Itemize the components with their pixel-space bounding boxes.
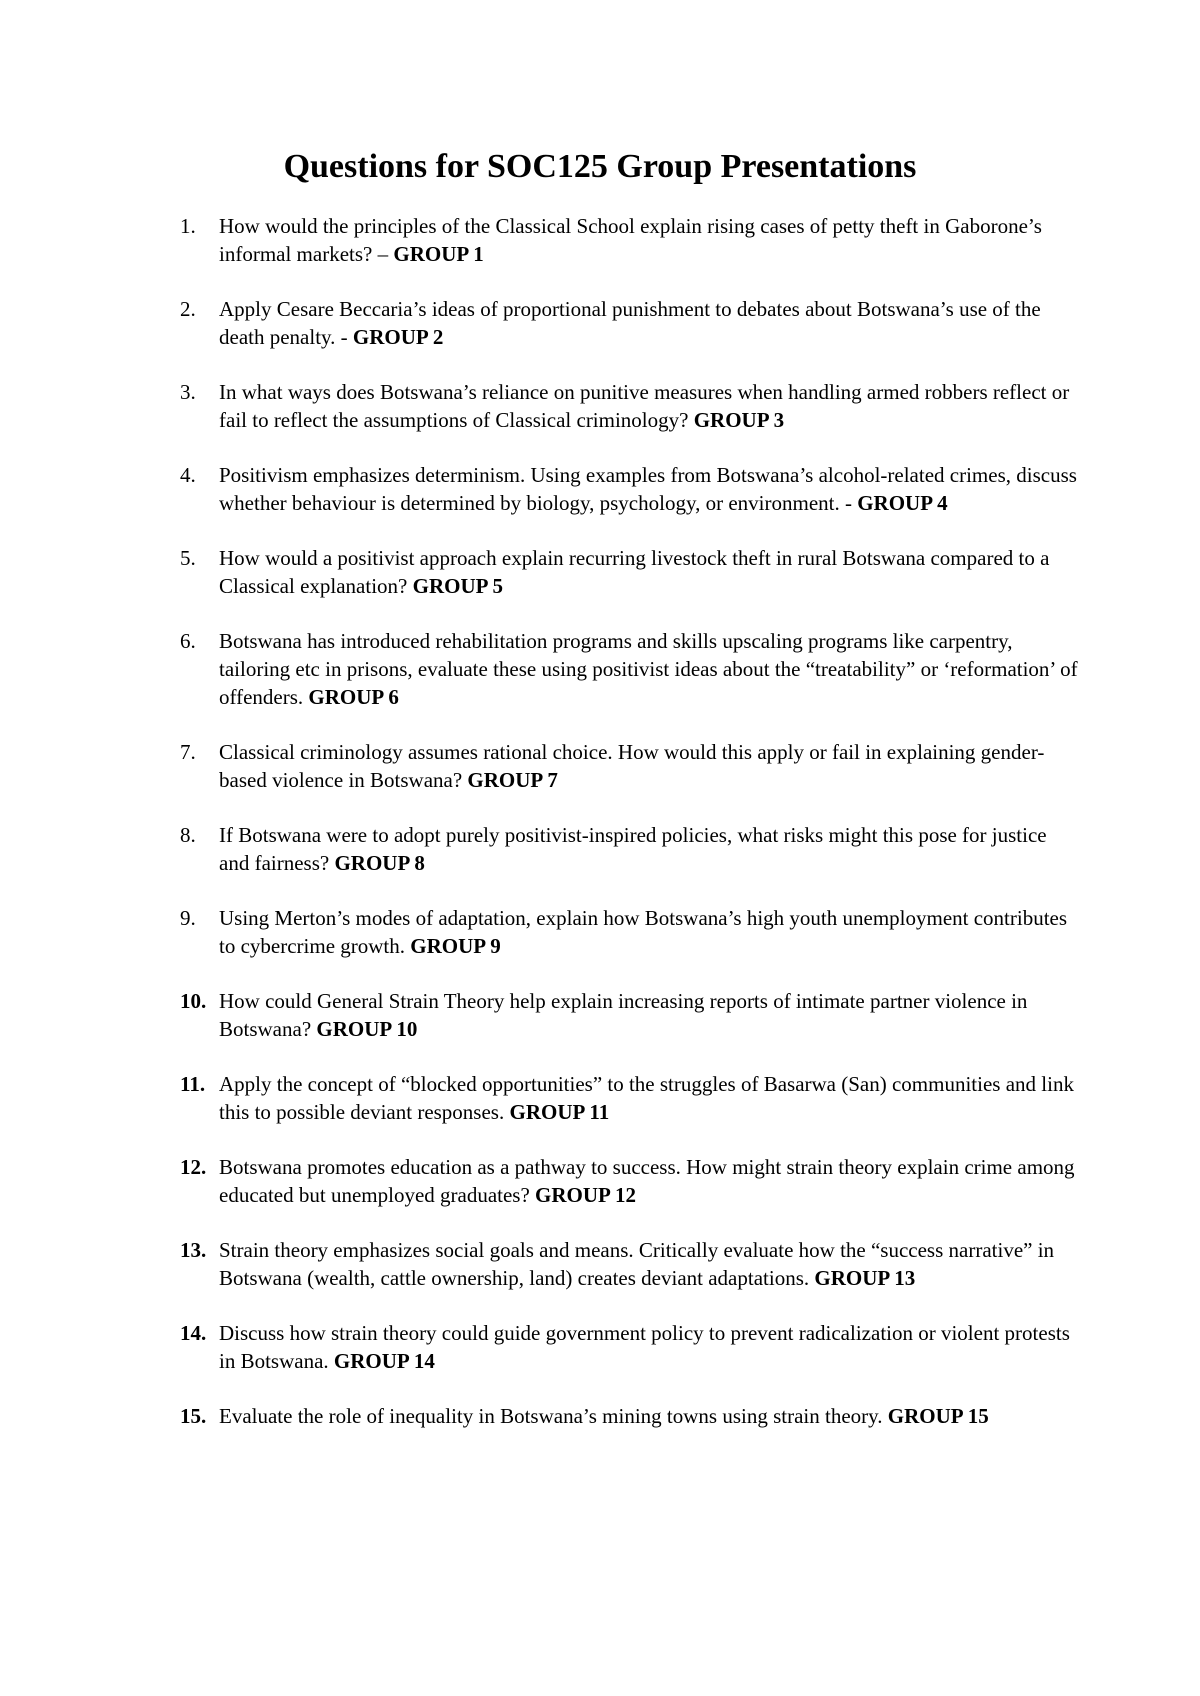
question-number: 6. — [180, 629, 196, 653]
question-text: How would the principles of the Classical School explain rising cases of petty theft in Gaborone’s informal markets? – — [219, 214, 1042, 266]
question-item — [180, 212, 1080, 268]
question-text: Positivism emphasizes determinism. Using examples from Botswana’s alcohol-related crimes, discuss whether behaviour is determined by biology, psychology, or environment. - — [219, 463, 1077, 515]
question-number: 5. — [180, 546, 196, 570]
question-number: 10. — [180, 989, 207, 1013]
question-text: How could General Strain Theory help explain increasing reports of intimate partner violence in Botswana? — [219, 989, 1028, 1041]
question-list — [180, 212, 1080, 1457]
question-item — [180, 627, 1080, 711]
question-number: 9. — [180, 906, 196, 930]
question-group-label: GROUP 7 — [467, 768, 558, 792]
question-item — [180, 1153, 1080, 1209]
question-text: Apply Cesare Beccaria’s ideas of proportional punishment to debates about Botswana’s use of the death penalty. - — [219, 297, 1041, 349]
question-number: 3. — [180, 380, 196, 404]
question-group-label: GROUP 13 — [814, 1266, 916, 1290]
question-text: Using Merton’s modes of adaptation, explain how Botswana’s high youth unemployment contributes to cybercrime growth. — [219, 906, 1068, 958]
question-group-label: GROUP 8 — [334, 851, 425, 875]
question-number: 12. — [180, 1155, 207, 1179]
question-item — [180, 461, 1080, 517]
question-item — [180, 544, 1080, 600]
question-group-label: GROUP 10 — [316, 1017, 418, 1041]
question-group-label: GROUP 12 — [535, 1183, 636, 1207]
question-item — [180, 1070, 1080, 1126]
question-group-label: GROUP 6 — [308, 685, 399, 709]
question-group-label: GROUP 3 — [693, 408, 785, 432]
question-number: 11. — [180, 1072, 206, 1096]
question-item — [180, 378, 1080, 434]
question-text: If Botswana were to adopt purely positivist-inspired policies, what risks might this pose for justice and fairness? — [219, 823, 1047, 875]
question-text: Discuss how strain theory could guide government policy to prevent radicalization or violent protests in Botswana. — [219, 1321, 1070, 1373]
question-number: 14. — [180, 1321, 207, 1345]
question-group-label: GROUP 5 — [412, 574, 504, 598]
question-item — [180, 738, 1080, 794]
question-number: 7. — [180, 740, 196, 764]
question-text: Botswana promotes education as a pathway to success. How might strain theory explain crime among educated but unemployed graduates? — [219, 1155, 1075, 1207]
question-text: How would a positivist approach explain recurring livestock theft in rural Botswana compared to a Classical explanation? — [219, 546, 1050, 598]
question-item — [180, 295, 1080, 351]
question-text: Strain theory emphasizes social goals and means. Critically evaluate how the “success narrative” in Botswana (wealth, cattle ownership, land) creates deviant adaptations. — [219, 1238, 1055, 1290]
page-title: Questions for SOC125 Group Presentations — [283, 148, 917, 185]
question-number: 2. — [180, 297, 196, 321]
question-text: Apply the concept of “blocked opportunities” to the struggles of Basarwa (San) communities and link this to possible deviant responses. — [219, 1072, 1074, 1124]
question-number: 13. — [180, 1238, 207, 1262]
question-number: 4. — [180, 463, 196, 487]
question-number: 8. — [180, 823, 196, 847]
question-item — [180, 904, 1080, 960]
question-group-label: GROUP 1 — [393, 242, 484, 266]
question-text: In what ways does Botswana’s reliance on punitive measures when handling armed robbers reflect or fail to reflect the assumptions of Classical criminology? — [219, 380, 1070, 432]
question-text: Classical criminology assumes rational choice. How would this apply or fail in explaining gender-based violence in Botswana? — [219, 740, 1045, 792]
question-group-label: GROUP 11 — [509, 1100, 610, 1124]
question-item — [180, 1319, 1080, 1375]
question-item — [180, 821, 1080, 877]
question-item — [180, 1402, 1080, 1430]
question-number: 15. — [180, 1404, 207, 1428]
question-group-label: GROUP 4 — [857, 491, 948, 515]
question-group-label: GROUP 15 — [887, 1404, 989, 1428]
question-group-label: GROUP 14 — [333, 1349, 435, 1373]
question-item — [180, 1236, 1080, 1292]
question-group-label: GROUP 2 — [352, 325, 444, 349]
question-number: 1. — [180, 214, 196, 238]
question-text: Evaluate the role of inequality in Botswana’s mining towns using strain theory. — [219, 1404, 888, 1428]
question-text: Botswana has introduced rehabilitation programs and skills upscaling programs like carpentry, tailoring etc in prisons, evaluate these using positivist ideas about the “treatability” or ‘reformation’ of offenders. — [219, 629, 1078, 709]
question-item — [180, 987, 1080, 1043]
question-group-label: GROUP 9 — [410, 934, 501, 958]
